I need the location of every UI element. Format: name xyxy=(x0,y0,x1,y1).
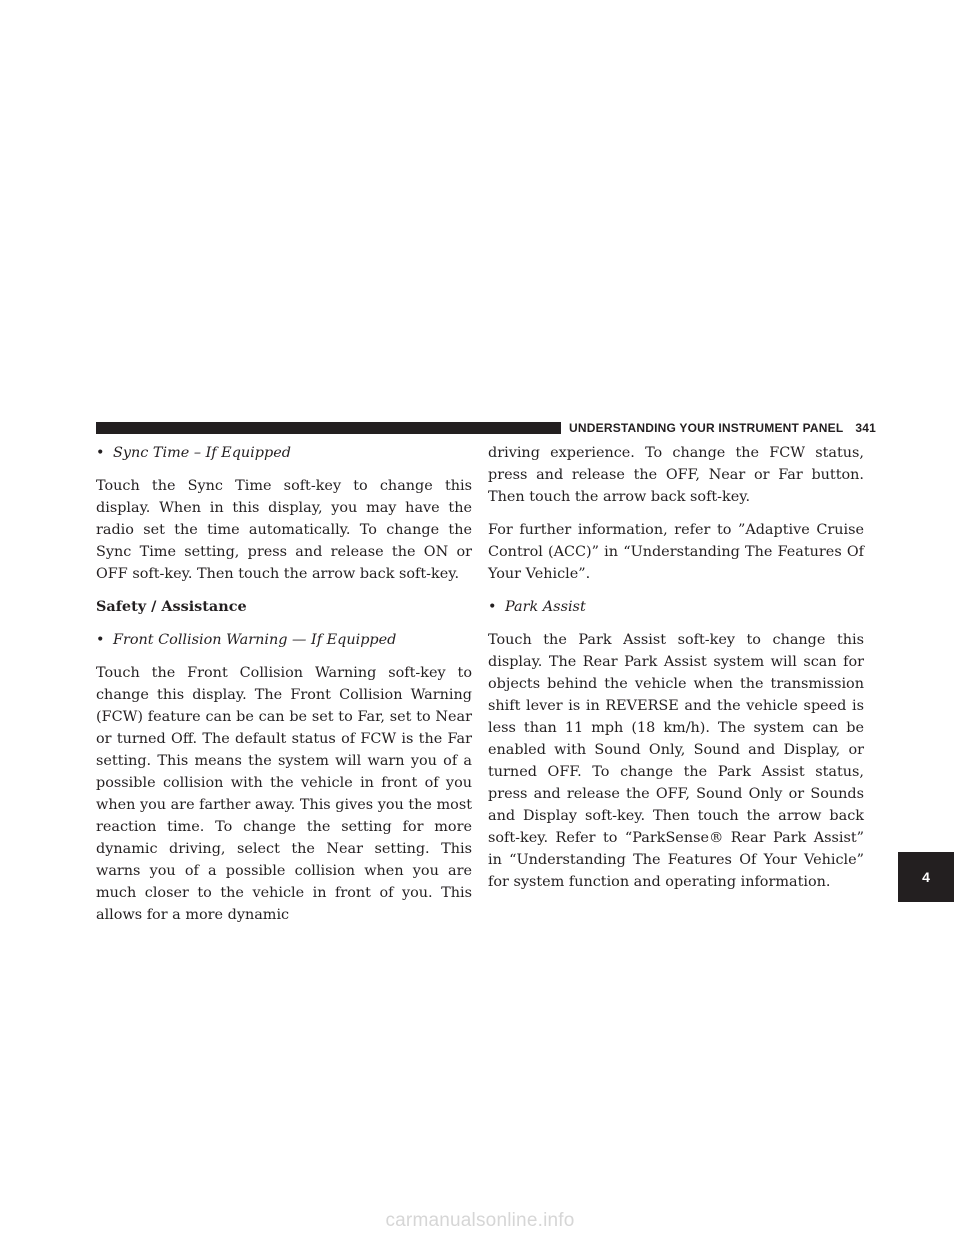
paragraph-further-information: For further information, refer to ”Adaptive Cruise Control (ACC)” in “Understanding The Features Of Your Vehicle”. xyxy=(488,522,864,582)
bullet-dot-icon: • xyxy=(96,445,105,461)
header-title-block xyxy=(561,418,876,438)
page-number: 341 xyxy=(855,421,876,435)
paragraph-sync-time: Touch the Sync Time soft-key to change this display. When in this display, you may have the radio set the time automatically. To change the Sync Time setting, press and release the ON or OFF soft-key. Then touch the arrow back soft-key. xyxy=(96,478,472,582)
paragraph-fcw-continued: driving experience. To change the FCW status, press and release the OFF, Near or Far button. Then touch the arrow back soft-key. xyxy=(488,445,864,505)
bullet-sync-time-label: Sync Time – If Equipped xyxy=(113,445,291,461)
right-column xyxy=(488,442,864,904)
bullet-sync-time xyxy=(96,442,472,464)
running-header xyxy=(96,422,876,434)
chapter-tab: 4 xyxy=(898,852,954,902)
bullet-fcw-label: Front Collision Warning — If Equipped xyxy=(113,632,397,648)
left-column xyxy=(96,442,472,937)
watermark: carmanualsonline.info xyxy=(385,1210,575,1231)
bullet-park-assist-label: Park Assist xyxy=(505,599,586,615)
header-title: UNDERSTANDING YOUR INSTRUMENT PANEL xyxy=(569,421,844,435)
section-heading-safety: Safety / Assistance xyxy=(96,598,247,615)
bullet-front-collision-warning xyxy=(96,629,472,651)
bullet-dot-icon: • xyxy=(488,599,497,615)
bullet-park-assist xyxy=(488,596,864,618)
paragraph-front-collision-warning: Touch the Front Collision Warning soft-key to change this display. The Front Collision Warning (FCW) feature can be can be set to Far, set to Near or turned Off. The default status of FCW is the Far setting. This means the system will warn you of a possible collision with the vehicle in front of you when you are farther away. This gives you the most reaction time. To change the setting for more dynamic driving, select the Near setting. This warns you of a possible collision when you are much closer to the vehicle in front of you. This allows for a more dynamic xyxy=(96,665,472,923)
bullet-dot-icon: • xyxy=(96,632,105,648)
paragraph-park-assist: Touch the Park Assist soft-key to change this display. The Rear Park Assist system will scan for objects behind the vehicle when the transmission shift lever is in REVERSE and the vehicle speed is less than 11 mph (18 km/h). The system can be enabled with Sound Only, Sound and Display, or turned OFF. To change the Park Assist status, press and release the OFF, Sound Only or Sounds and Display soft-key. Then touch the arrow back soft-key. Refer to “ParkSense® Rear Park Assist” in “Understanding The Features Of Your Vehicle” for system function and operating information. xyxy=(488,632,864,890)
